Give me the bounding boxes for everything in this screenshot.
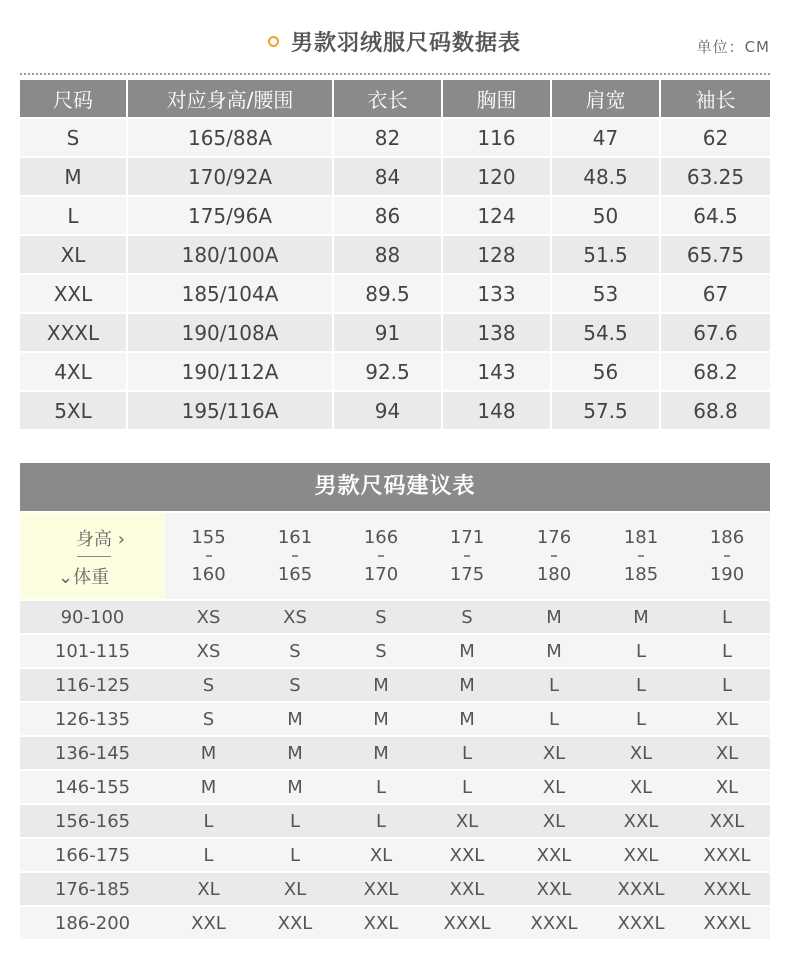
recommended-size-cell: L: [510, 667, 598, 701]
table-cell: 89.5: [334, 273, 443, 312]
range-dash: [551, 555, 557, 557]
table-row: [20, 633, 770, 667]
recommended-size-cell: XL: [338, 837, 424, 871]
height-range-header: [424, 513, 510, 599]
recommended-size-cell: XXL: [338, 871, 424, 905]
range-dash: [638, 555, 644, 557]
recommended-size-cell: XXXL: [684, 905, 770, 939]
table-cell: XXL: [20, 273, 128, 312]
weight-range-cell: 176-185: [20, 871, 165, 905]
table-row: [20, 735, 770, 769]
weight-range-cell: 186-200: [20, 905, 165, 939]
height-range-header: [252, 513, 338, 599]
table-cell: 67: [661, 273, 770, 312]
height-range-start: 166: [363, 526, 399, 548]
recommended-size-cell: XL: [598, 769, 684, 803]
recommended-size-cell: M: [598, 599, 684, 633]
range-dash: [292, 555, 298, 557]
range-dash: [464, 555, 470, 557]
recommended-size-cell: M: [252, 735, 338, 769]
height-range-start: 161: [277, 526, 313, 548]
table-cell: 195/116A: [128, 390, 334, 429]
recommended-size-cell: M: [424, 633, 510, 667]
recommended-size-cell: XXXL: [598, 871, 684, 905]
table-cell: 51.5: [552, 234, 661, 273]
table-cell: 48.5: [552, 156, 661, 195]
height-range-end: 170: [363, 563, 399, 585]
height-range-start: 176: [536, 526, 572, 548]
column-header: 胸围: [443, 80, 552, 117]
recommended-size-cell: XXXL: [598, 905, 684, 939]
recommended-size-cell: XL: [684, 735, 770, 769]
weight-range-cell: 101-115: [20, 633, 165, 667]
range-dash: [378, 555, 384, 557]
table-row: [20, 871, 770, 905]
weight-range-cell: 90-100: [20, 599, 165, 633]
height-range-start: 171: [449, 526, 485, 548]
table-cell: 50: [552, 195, 661, 234]
page-header: [0, 0, 790, 72]
recommended-size-cell: M: [510, 633, 598, 667]
recommended-size-cell: S: [165, 667, 252, 701]
table-cell: 54.5: [552, 312, 661, 351]
table-row: [20, 351, 770, 390]
weight-range-cell: 126-135: [20, 701, 165, 735]
recommended-size-cell: XS: [165, 633, 252, 667]
unit-label: 单位：CM: [696, 38, 770, 56]
table-row: [20, 390, 770, 429]
table-cell: 190/108A: [128, 312, 334, 351]
recommended-size-cell: L: [684, 633, 770, 667]
column-header: 袖长: [661, 80, 770, 117]
height-range-header: [338, 513, 424, 599]
corner-divider: [77, 556, 111, 557]
recommended-size-cell: M: [510, 599, 598, 633]
table-row: [20, 117, 770, 156]
table-row: [20, 195, 770, 234]
recommend-table-title: 男款尺码建议表: [20, 463, 770, 511]
table-row: [20, 701, 770, 735]
recommended-size-cell: L: [424, 769, 510, 803]
column-header: 衣长: [334, 80, 443, 117]
table-row: [20, 599, 770, 633]
recommended-size-cell: XL: [510, 735, 598, 769]
height-axis-label: 身高 ›: [76, 529, 125, 550]
recommended-size-cell: L: [165, 803, 252, 837]
height-range-start: 186: [709, 526, 745, 548]
recommended-size-cell: XXL: [510, 837, 598, 871]
height-range-end: 190: [709, 563, 745, 585]
recommended-size-cell: L: [338, 769, 424, 803]
height-range-end: 175: [449, 563, 485, 585]
recommended-size-cell: S: [338, 599, 424, 633]
recommended-size-cell: S: [424, 599, 510, 633]
recommended-size-cell: L: [165, 837, 252, 871]
height-range-header: [684, 513, 770, 599]
height-range-end: 160: [191, 563, 226, 585]
weight-range-cell: 116-125: [20, 667, 165, 701]
recommended-size-cell: XL: [252, 871, 338, 905]
table-cell: 5XL: [20, 390, 128, 429]
recommended-size-cell: L: [684, 667, 770, 701]
table-cell: 165/88A: [128, 117, 334, 156]
table-cell: 88: [334, 234, 443, 273]
recommended-size-cell: XXL: [510, 871, 598, 905]
table-cell: 4XL: [20, 351, 128, 390]
recommended-size-cell: M: [338, 667, 424, 701]
table-cell: 64.5: [661, 195, 770, 234]
table-cell: 86: [334, 195, 443, 234]
table-cell: 120: [443, 156, 552, 195]
table-cell: 63.25: [661, 156, 770, 195]
table-row: [20, 312, 770, 351]
weight-range-cell: 136-145: [20, 735, 165, 769]
recommended-size-cell: XXL: [424, 871, 510, 905]
table-cell: XXXL: [20, 312, 128, 351]
size-data-table: [20, 80, 770, 429]
table-cell: 91: [334, 312, 443, 351]
table-cell: 62: [661, 117, 770, 156]
table-cell: 170/92A: [128, 156, 334, 195]
recommended-size-cell: M: [252, 769, 338, 803]
table-cell: 143: [443, 351, 552, 390]
table-cell: 138: [443, 312, 552, 351]
recommended-size-cell: S: [252, 633, 338, 667]
table-row: [20, 803, 770, 837]
recommended-size-cell: L: [684, 599, 770, 633]
recommended-size-cell: XL: [684, 701, 770, 735]
table-row: [20, 156, 770, 195]
size-recommend-table: [20, 513, 770, 939]
recommended-size-cell: XS: [252, 599, 338, 633]
size-table-header-row: [20, 80, 770, 117]
height-range-start: 181: [623, 526, 659, 548]
table-cell: 84: [334, 156, 443, 195]
weight-range-cell: 166-175: [20, 837, 165, 871]
table-cell: 92.5: [334, 351, 443, 390]
recommended-size-cell: XXL: [165, 905, 252, 939]
recommended-size-cell: XXL: [598, 837, 684, 871]
height-range-end: 180: [536, 563, 572, 585]
table-cell: 68.2: [661, 351, 770, 390]
table-row: [20, 667, 770, 701]
table-cell: 67.6: [661, 312, 770, 351]
table-cell: 68.8: [661, 390, 770, 429]
recommended-size-cell: XXL: [338, 905, 424, 939]
weight-range-cell: 156-165: [20, 803, 165, 837]
table-cell: L: [20, 195, 128, 234]
recommended-size-cell: XXL: [598, 803, 684, 837]
recommended-size-cell: L: [598, 667, 684, 701]
height-header-row: [20, 513, 770, 599]
recommended-size-cell: L: [424, 735, 510, 769]
table-cell: 148: [443, 390, 552, 429]
recommended-size-cell: M: [338, 735, 424, 769]
recommended-size-cell: L: [252, 803, 338, 837]
table-cell: 116: [443, 117, 552, 156]
height-range-header: [598, 513, 684, 599]
recommended-size-cell: XXXL: [510, 905, 598, 939]
recommended-size-cell: M: [252, 701, 338, 735]
height-range-header: [165, 513, 252, 599]
table-cell: M: [20, 156, 128, 195]
recommended-size-cell: M: [424, 701, 510, 735]
recommended-size-cell: L: [510, 701, 598, 735]
recommended-size-cell: L: [598, 633, 684, 667]
range-dash: [206, 555, 212, 557]
table-row: [20, 234, 770, 273]
recommended-size-cell: XXL: [424, 837, 510, 871]
ring-icon: [268, 36, 279, 47]
recommended-size-cell: XL: [684, 769, 770, 803]
recommended-size-cell: S: [165, 701, 252, 735]
height-range-start: 155: [191, 526, 226, 548]
weight-axis-label: ⌄体重: [58, 567, 110, 588]
recommended-size-cell: L: [338, 803, 424, 837]
table-cell: 57.5: [552, 390, 661, 429]
recommended-size-cell: XL: [598, 735, 684, 769]
recommended-size-cell: M: [424, 667, 510, 701]
table-cell: 47: [552, 117, 661, 156]
weight-range-cell: 146-155: [20, 769, 165, 803]
table-cell: 53: [552, 273, 661, 312]
recommended-size-cell: XL: [165, 871, 252, 905]
column-header: 尺码: [20, 80, 128, 117]
table-cell: 128: [443, 234, 552, 273]
table-cell: 124: [443, 195, 552, 234]
recommended-size-cell: XXXL: [684, 837, 770, 871]
table-row: [20, 837, 770, 871]
recommended-size-cell: XXL: [684, 803, 770, 837]
table-row: [20, 905, 770, 939]
recommended-size-cell: M: [338, 701, 424, 735]
recommended-size-cell: XXXL: [424, 905, 510, 939]
recommended-size-cell: XXXL: [684, 871, 770, 905]
recommended-size-cell: S: [252, 667, 338, 701]
column-header: 肩宽: [552, 80, 661, 117]
recommended-size-cell: XL: [424, 803, 510, 837]
table-cell: 56: [552, 351, 661, 390]
recommended-size-cell: M: [165, 769, 252, 803]
table-cell: 190/112A: [128, 351, 334, 390]
height-range-end: 185: [623, 563, 659, 585]
recommended-size-cell: XL: [510, 769, 598, 803]
height-range-end: 165: [277, 563, 313, 585]
table-cell: 175/96A: [128, 195, 334, 234]
table-cell: XL: [20, 234, 128, 273]
recommended-size-cell: XL: [510, 803, 598, 837]
table-row: [20, 273, 770, 312]
column-header: 对应身高/腰围: [128, 80, 334, 117]
range-dash: [724, 555, 730, 557]
table-cell: 185/104A: [128, 273, 334, 312]
recommended-size-cell: L: [252, 837, 338, 871]
table-row: [20, 769, 770, 803]
corner-cell: [20, 513, 165, 599]
recommended-size-cell: L: [598, 701, 684, 735]
recommended-size-cell: M: [165, 735, 252, 769]
table-cell: 65.75: [661, 234, 770, 273]
recommended-size-cell: S: [338, 633, 424, 667]
recommended-size-cell: XS: [165, 599, 252, 633]
table-cell: 82: [334, 117, 443, 156]
title-group: [268, 26, 521, 57]
table-cell: 180/100A: [128, 234, 334, 273]
recommended-size-cell: XXL: [252, 905, 338, 939]
height-range-header: [510, 513, 598, 599]
table-cell: S: [20, 117, 128, 156]
page-title: 男款羽绒服尺码数据表: [291, 31, 522, 56]
table-cell: 94: [334, 390, 443, 429]
dotted-divider: [20, 73, 770, 75]
table-cell: 133: [443, 273, 552, 312]
